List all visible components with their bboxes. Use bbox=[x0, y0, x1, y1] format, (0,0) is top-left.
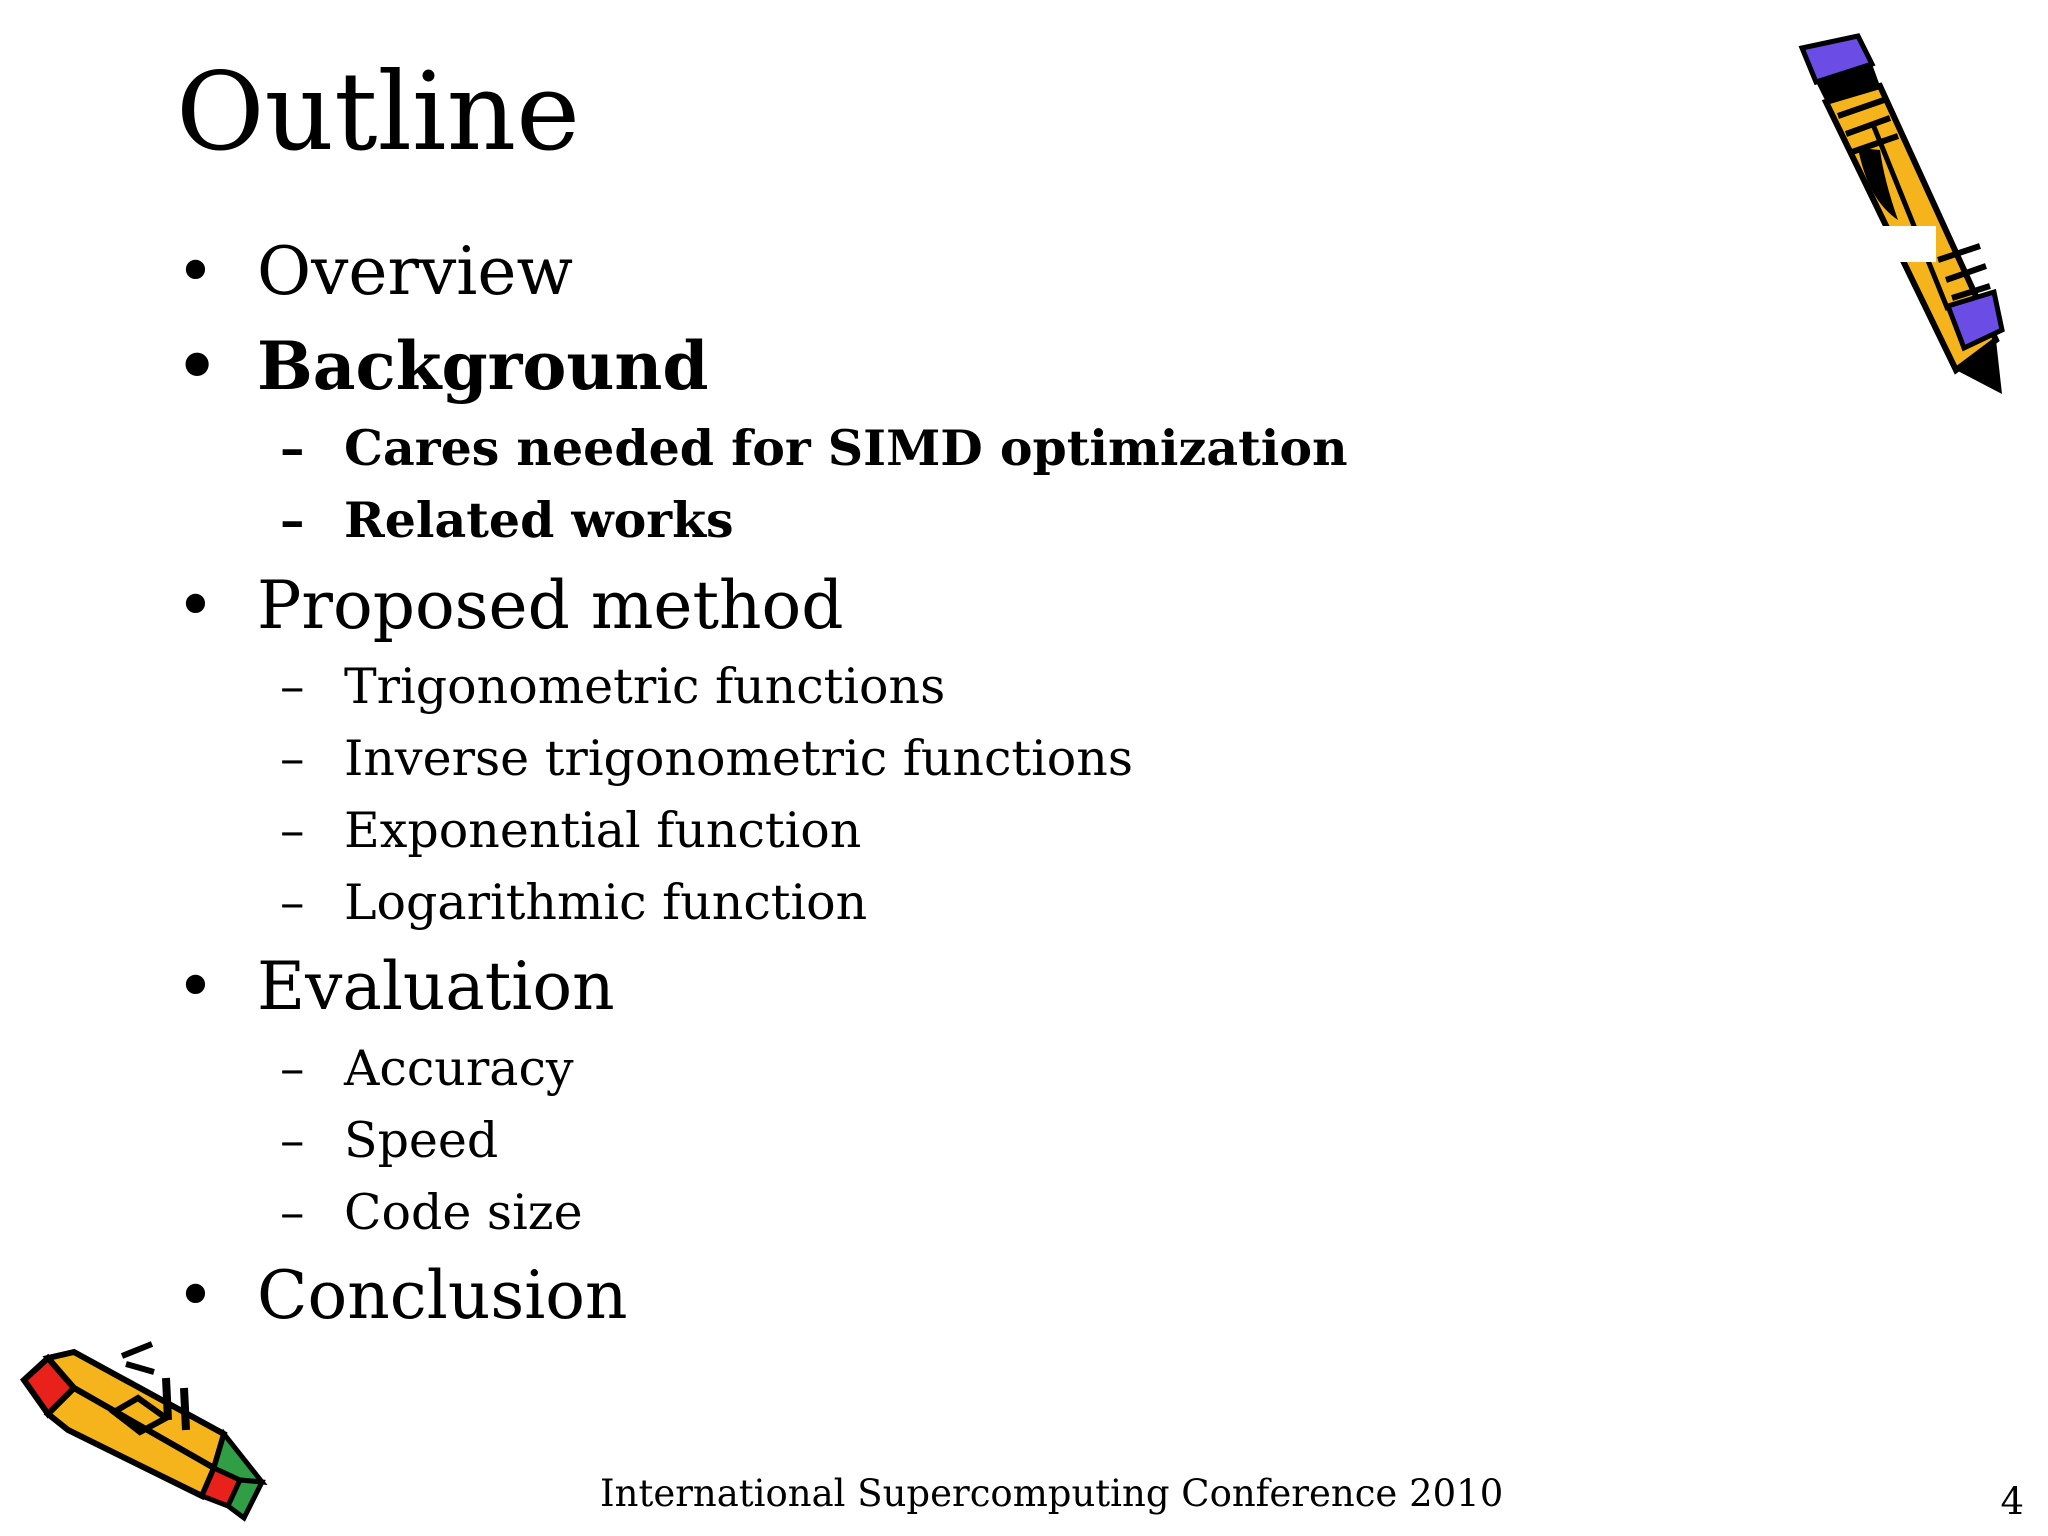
dash-marker: – bbox=[280, 1040, 305, 1097]
pencil-icon bbox=[1788, 30, 2018, 410]
bullet-marker: • bbox=[176, 948, 215, 1025]
bullet-marker: • bbox=[176, 233, 215, 310]
sub-list-item-label: Related works bbox=[344, 491, 734, 549]
sub-list-item-label: Logarithmic function bbox=[344, 874, 868, 931]
slide-footer: International Supercomputing Conference 2010 bbox=[600, 1472, 1504, 1515]
sub-list-item-label: Accuracy bbox=[344, 1040, 574, 1097]
list-item-label: Conclusion bbox=[257, 1257, 628, 1334]
sub-list-item-label: Cares needed for SIMD optimization bbox=[344, 419, 1348, 477]
sub-list-item-label: Trigonometric functions bbox=[344, 658, 946, 715]
sub-list-item-label: Speed bbox=[344, 1112, 499, 1169]
sub-list-item-label: Code size bbox=[344, 1184, 583, 1241]
list-item-label: Proposed method bbox=[257, 567, 844, 644]
bullet-marker: • bbox=[176, 1257, 215, 1334]
page-number: 4 bbox=[2000, 1480, 2024, 1523]
dash-marker: – bbox=[280, 1184, 305, 1241]
dash-marker: – bbox=[280, 419, 305, 477]
dash-marker: – bbox=[280, 874, 305, 931]
dash-marker: – bbox=[280, 491, 305, 549]
list-item-label: Background bbox=[257, 327, 709, 405]
dash-marker: – bbox=[280, 1112, 305, 1169]
list-item-label: Evaluation bbox=[257, 948, 615, 1025]
list-item-label: Overview bbox=[257, 233, 573, 310]
bullet-marker: • bbox=[176, 567, 215, 644]
slide-title: Outline bbox=[176, 50, 581, 175]
sub-list-item-label: Inverse trigonometric functions bbox=[344, 730, 1133, 787]
bullet-marker: • bbox=[176, 327, 219, 405]
dash-marker: – bbox=[280, 730, 305, 787]
dash-marker: – bbox=[280, 658, 305, 715]
dash-marker: – bbox=[280, 802, 305, 859]
sub-list-item-label: Exponential function bbox=[344, 802, 862, 859]
pencil-icon bbox=[18, 1336, 280, 1526]
